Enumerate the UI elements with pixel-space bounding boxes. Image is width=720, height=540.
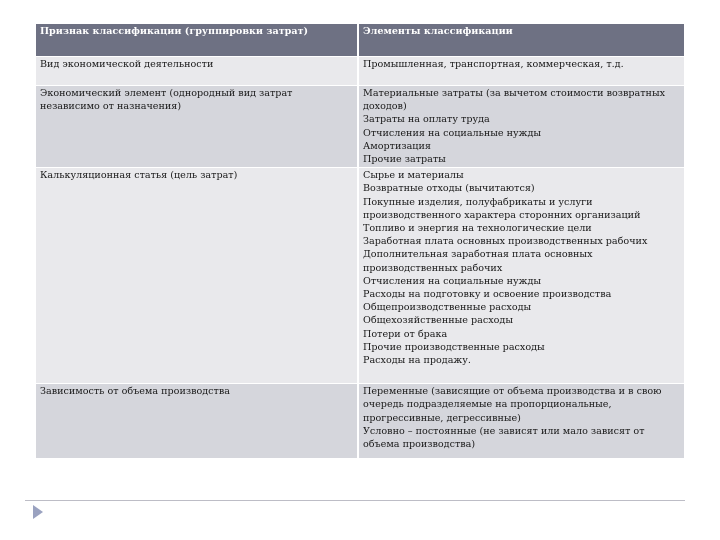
element-item: Потери от брака bbox=[363, 328, 448, 340]
element-item: Покупные изделия, полуфабрикаты и услуги производственного характера сторонних организаций bbox=[363, 196, 641, 221]
element-item: Отчисления на социальные нужды bbox=[363, 275, 542, 287]
table-header-row bbox=[36, 24, 685, 57]
element-item: Заработная плата основных производственных рабочих bbox=[363, 236, 648, 248]
classification-table bbox=[36, 24, 686, 459]
element-item: Переменные (зависящие от объема производства и в свою очередь подразделяемые на пропорциональные, прогрессивные, дегрессивные) bbox=[363, 386, 662, 424]
triangle-bullet-icon bbox=[33, 505, 43, 519]
element-item: Дополнительная заработная плата основных производственных рабочих bbox=[363, 249, 593, 274]
elements-cell bbox=[358, 86, 685, 168]
table-row bbox=[36, 57, 685, 86]
element-item: Общепроизводственные расходы bbox=[363, 302, 532, 314]
table-row bbox=[36, 384, 685, 459]
table-row bbox=[36, 86, 685, 168]
header-elements: Элементы классификации bbox=[358, 24, 685, 57]
element-item: Прочие затраты bbox=[363, 154, 446, 166]
elements-cell bbox=[358, 384, 685, 459]
element-item: Топливо и энергия на технологические цели bbox=[363, 223, 592, 235]
element-item: Прочие производственные расходы bbox=[363, 341, 545, 353]
element-item: Общехозяйственные расходы bbox=[363, 315, 513, 327]
table-row bbox=[36, 168, 685, 384]
footer-divider bbox=[25, 500, 685, 501]
element-item: Условно – постоянные (не зависят или мало зависят от объема производства) bbox=[363, 425, 645, 451]
element-item: Материальные затраты (за вычетом стоимости возвратных доходов) bbox=[363, 88, 666, 113]
elements-cell bbox=[358, 168, 685, 384]
element-item: Возвратные отходы (вычитаются) bbox=[363, 183, 535, 195]
element-item: Промышленная, транспортная, коммерческая, т.д. bbox=[363, 59, 624, 70]
element-item: Отчисления на социальные нужды bbox=[363, 127, 542, 139]
criterion-cell: Калькуляционная статья (цель затрат) bbox=[36, 168, 358, 384]
header-criterion: Признак классификации (группировки затрат) bbox=[36, 24, 358, 57]
element-item: Сырье и материалы bbox=[363, 170, 464, 182]
element-item: Амортизация bbox=[363, 140, 431, 152]
element-item: Расходы на продажу. bbox=[363, 355, 471, 367]
criterion-cell: Вид экономической деятельности bbox=[36, 57, 358, 86]
criterion-cell: Экономический элемент (однородный вид затрат независимо от назначения) bbox=[36, 86, 358, 168]
element-item: Расходы на подготовку и освоение производства bbox=[363, 289, 612, 301]
elements-cell bbox=[358, 57, 685, 86]
element-item: Затраты на оплату труда bbox=[363, 114, 490, 126]
criterion-cell: Зависимость от объема производства bbox=[36, 384, 358, 459]
